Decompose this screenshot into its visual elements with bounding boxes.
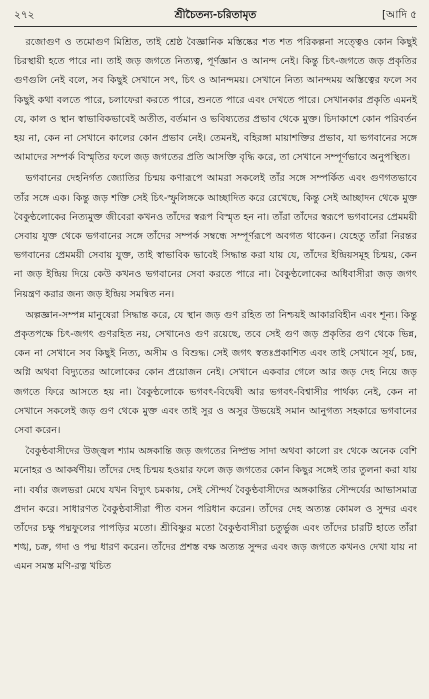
section-label: [আদি ৫ — [381, 9, 417, 21]
page-number: ২৭২ — [14, 9, 35, 21]
paragraph: অল্পজ্ঞান-সম্পন্ন মানুষেরা সিদ্ধান্ত করে, যে স্থান জড় গুণ রহিত তা নিশ্চয়ই আকারবিহীন এবং শূন্য। কিন্তু প্রকৃতপক্ষে চিৎ-জগৎ গুণরহিত নয়, সেখানেও গুণ রয়েছে, তবে সেই গুণ জড় প্রকৃতির গুণ থেকে ভিন্ন, কেন না সেখানে সব কিছুই নিত্য, অসীম ও বিশুদ্ধ। সেই জগৎ স্বতঃপ্রকাশিত এবং তাই সেখানে সূর্য, চন্দ্র, অগ্নি অথবা বিদ্যুতের আলোকের কোন প্রয়োজন নেই। সেখানে একবার গেলে আর জড় দেহ নিয়ে জড় জগতে ফিরে আসতে হয় না। বৈকুণ্ঠলোকে ভগবৎ-বিদ্বেষী আর ভগবৎ-বিশ্বাসীর পার্থক্য নেই, কেন না সেখানে সকলেই জড় গুণ থেকে মুক্ত এবং তাই সুর ও অসুর উভয়েই সমান আনুগত্য সহকারে ভগবানের সেবা করেন। — [14, 309, 417, 437]
page-header — [14, 4, 417, 27]
page-body — [14, 33, 417, 577]
paragraph: রজোগুণ ও তমোগুণ মিশ্রিত, তাই শ্রেষ্ঠ বৈজ্ঞানিক মস্তিষ্কের শত শত পরিকল্পনা সত্ত্বেও কোন কিছুই চিরস্থায়ী হতে পারে না। তাই জড় জগতে নিত্যত্ব, পূর্ণজ্ঞান ও আনন্দ নেই। কিন্তু চিৎ-জগতে জড় প্রকৃতির গুণগুলি নেই বলে, সব কিছুই সেখানে সৎ, চিৎ ও আনন্দময়। সেখানে নিত্য আনন্দময় অস্তিত্বের ফলে সব কিছুই কথা বলতে পারে, চলাফেরা করতে পারে, শুনতে পারে এবং দেখতে পারে। সেখানকার প্রকৃতি এমনই যে, কাল ও স্থান স্বাভাবিকভাবেই অতীত, বর্তমান ও ভবিষ্যতের প্রভাব থেকে মুক্ত। চিদাকাশে কোন পরিবর্তন হয় না, কেন না সেখানে কালের কোন প্রভাব নেই। তেমনই, বহিরঙ্গা মায়াশক্তির প্রভাব, যা ভগবানের সঙ্গে আমাদের সম্পর্ক বিস্মৃতির ফলে জড় জগতের প্রতি আসক্তি বৃদ্ধি করে, তা সেখানে সম্পূর্ণভাবে অনুপস্থিত। — [14, 37, 417, 164]
book-page — [0, 4, 429, 699]
paragraph: ভগবানের দেহনির্গত জ্যোতির চিন্ময় কণারূপে আমরা সকলেই তাঁর সঙ্গে সম্পর্কিত এবং গুণগতভাবে তাঁর সঙ্গে এক। কিন্তু জড় শক্তি সেই চিৎ-স্ফুলিঙ্গকে আচ্ছাদিত করে রেখেছে, কিন্তু সেই আচ্ছাদন থেকে মুক্ত বৈকুণ্ঠলোকের নিত্যমুক্ত জীবেরা কখনও তাঁদের স্বরূপ বিস্মৃত হন না। তাঁরা তাঁদের স্বরূপে ভগবানের প্রেমময়ী সেবায় যুক্ত থেকে ভগবানের সঙ্গে তাঁদের সম্পর্ক সম্বন্ধে সম্পূর্ণরূপে অবগত থাকেন। যেহেতু তাঁরা নিরন্তর ভগবানের প্রেমময়ী সেবায় যুক্ত, তাই স্বাভাবিক ভাবেই সিদ্ধান্ত করা যায় যে, তাঁদের ইন্দ্রিয়সমূহ চিন্ময়, কেন না জড় ইন্দ্রিয় দিয়ে কেউ কখনও ভগবানের সেবা করতে পারে না। বৈকুণ্ঠলোকের অধিবাসীরা জড় জগৎ নিয়ন্ত্রণ করার জন্য জড় ইন্দ্রিয় সমন্বিত নন। — [14, 173, 417, 300]
paragraph: বৈকুণ্ঠবাসীদের উজ্জ্বল শ্যাম অঙ্গকান্তি জড় জগতের নিষ্প্রভ সাদা অথবা কালো রং থেকে অনেক বেশি মনোহর ও আকর্ষণীয়। তাঁদের দেহ চিন্ময় হওয়ার ফলে জড় জগতের কোন কিছুর সঙ্গেই তার তুলনা করা যায় না। বর্ষার জলভরা মেঘে যখন বিদ্যুৎ চমকায়, সেই সৌন্দর্য বৈকুণ্ঠবাসীদের অঙ্গকান্তির সৌন্দর্যের আভাসমাত্র প্রদান করে। সাধারণত বৈকুণ্ঠবাসীরা পীত বসন পরিধান করেন। তাঁদের দেহ অত্যন্ত কোমল ও সুন্দর এবং তাঁদের চক্ষু পদ্মফুলের পাপড়ির মতো। শ্রীবিষ্ণুর মতো বৈকুণ্ঠবাসীরা চতুর্ভুজ এবং তাঁদের চারটি হাতে তাঁরা শঙ্খ, চক্র, গদা ও পদ্ম ধারণ করেন। তাঁদের প্রশস্ত বক্ষ অত্যন্ত সুন্দর এবং জড় জগতে কখনও দেখা যায় না এমন সমস্ত মণি-রত্ন খচিত — [14, 446, 417, 573]
running-title: শ্রীচৈতন্য-চরিতামৃত — [174, 9, 257, 21]
